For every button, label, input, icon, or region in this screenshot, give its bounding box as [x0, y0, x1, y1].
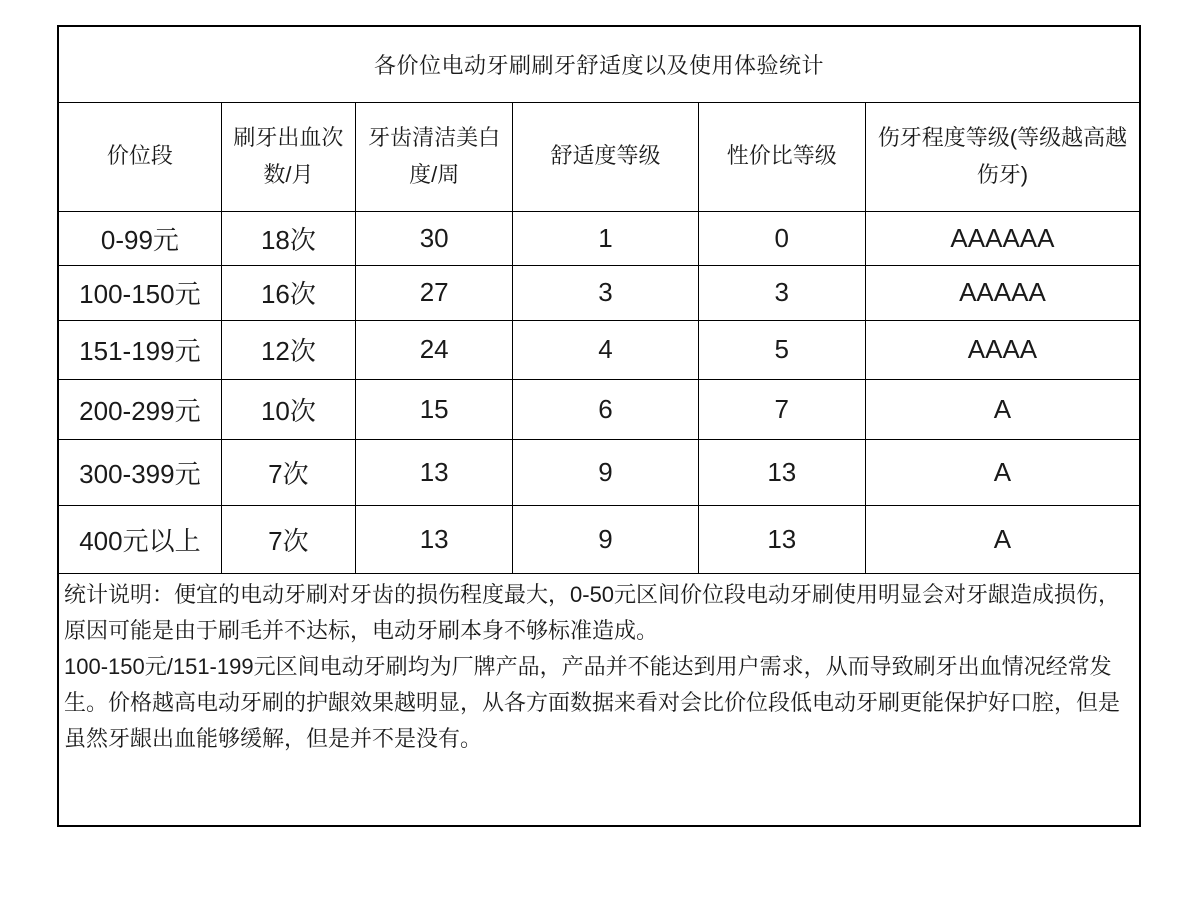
cell-damage-level: A	[865, 505, 1140, 573]
cell-comfort-level: 6	[513, 379, 698, 439]
col-header-price-range: 价位段	[58, 102, 221, 211]
cell-bleeding-count: 12次	[221, 320, 355, 379]
col-header-whitening-degree: 牙齿清洁美白度/周	[356, 102, 513, 211]
header-row	[58, 102, 1140, 211]
title-row	[58, 26, 1140, 102]
col-header-bleeding-count: 刷牙出血次数/月	[221, 102, 355, 211]
cell-whitening-degree: 30	[356, 211, 513, 265]
cell-damage-level: AAAA	[865, 320, 1140, 379]
statistics-table	[57, 25, 1141, 827]
cell-whitening-degree: 27	[356, 265, 513, 320]
cell-price-range: 100-150元	[58, 265, 221, 320]
table-row	[58, 211, 1140, 265]
cell-damage-level: A	[865, 379, 1140, 439]
cell-value-level: 5	[698, 320, 865, 379]
col-header-damage-level: 伤牙程度等级(等级越高越伤牙)	[865, 102, 1140, 211]
cell-whitening-degree: 13	[356, 505, 513, 573]
table-row	[58, 320, 1140, 379]
cell-comfort-level: 9	[513, 439, 698, 505]
cell-bleeding-count: 7次	[221, 439, 355, 505]
cell-value-level: 13	[698, 439, 865, 505]
cell-price-range: 151-199元	[58, 320, 221, 379]
cell-price-range: 0-99元	[58, 211, 221, 265]
cell-price-range: 200-299元	[58, 379, 221, 439]
cell-bleeding-count: 18次	[221, 211, 355, 265]
table-row	[58, 379, 1140, 439]
cell-value-level: 13	[698, 505, 865, 573]
cell-whitening-degree: 13	[356, 439, 513, 505]
cell-bleeding-count: 10次	[221, 379, 355, 439]
cell-comfort-level: 4	[513, 320, 698, 379]
cell-bleeding-count: 7次	[221, 505, 355, 573]
cell-value-level: 7	[698, 379, 865, 439]
statistics-notes	[58, 573, 1140, 826]
table-row	[58, 265, 1140, 320]
cell-bleeding-count: 16次	[221, 265, 355, 320]
cell-damage-level: AAAAA	[865, 265, 1140, 320]
cell-value-level: 3	[698, 265, 865, 320]
notes-paragraph-2: 100-150元/151-199元区间电动牙刷均为厂牌产品，产品并不能达到用户需求，从而导致刷牙出血情况经常发生。价格越高电动牙刷的护龈效果越明显，从各方面数据来看对会比价位段低电动牙刷更能保护好口腔，但是虽然牙龈出血能够缓解，但是并不是没有。	[64, 653, 1121, 751]
notes-row	[58, 573, 1140, 826]
cell-price-range: 300-399元	[58, 439, 221, 505]
cell-damage-level: A	[865, 439, 1140, 505]
cell-comfort-level: 1	[513, 211, 698, 265]
table-row	[58, 439, 1140, 505]
cell-value-level: 0	[698, 211, 865, 265]
cell-price-range: 400元以上	[58, 505, 221, 573]
cell-comfort-level: 9	[513, 505, 698, 573]
col-header-comfort-level: 舒适度等级	[513, 102, 698, 211]
cell-comfort-level: 3	[513, 265, 698, 320]
col-header-value-level: 性价比等级	[698, 102, 865, 211]
notes-paragraph-1: 统计说明：便宜的电动牙刷对牙齿的损伤程度最大，0-50元区间价位段电动牙刷使用明显会对牙龈造成损伤，原因可能是由于刷毛并不达标，电动牙刷本身不够标准造成。	[64, 581, 1121, 643]
cell-damage-level: AAAAAA	[865, 211, 1140, 265]
cell-whitening-degree: 24	[356, 320, 513, 379]
cell-whitening-degree: 15	[356, 379, 513, 439]
table-row	[58, 505, 1140, 573]
table-title: 各价位电动牙刷刷牙舒适度以及使用体验统计	[58, 26, 1140, 102]
